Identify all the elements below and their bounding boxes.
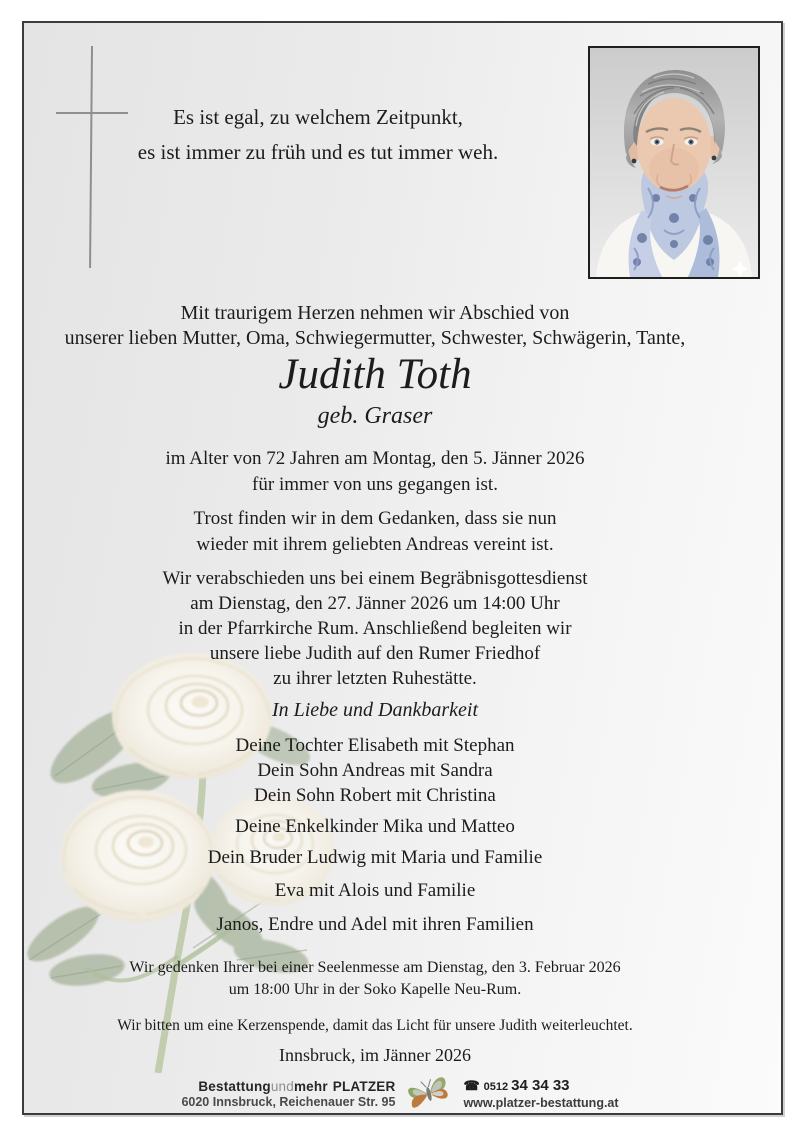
seelenmesse-line: um 18:00 Uhr in der Soko Kapelle Neu-Rum. xyxy=(228,981,522,998)
funeral-home-footer xyxy=(25,1074,775,1114)
mourners-children xyxy=(0,733,750,808)
intro-line: Mit traurigem Herzen nehmen wir Abschied von xyxy=(180,302,570,324)
funeral-home-name xyxy=(181,1079,395,1095)
mourner-line: Deine Tochter Elisabeth mit Stephan xyxy=(235,735,515,756)
funeral-home-identity xyxy=(181,1079,395,1110)
passing-line: für immer von uns gegangen ist. xyxy=(252,474,498,495)
mourner-line: Dein Sohn Andreas mit Sandra xyxy=(257,760,493,781)
website-text: www.platzer-bestattung.at xyxy=(463,1096,619,1110)
funeral-home-contact xyxy=(463,1077,618,1111)
consolation-line: wieder mit ihrem geliebten Andreas vereint ist. xyxy=(196,534,554,555)
passing-paragraph xyxy=(0,446,750,498)
quote-line: Es ist egal, zu welchem Zeitpunkt, xyxy=(173,105,463,129)
announcement-intro xyxy=(0,301,750,351)
consolation-paragraph xyxy=(0,506,750,558)
funeral-line: in der Pfarrkirche Rum. Anschließend begleiten wir xyxy=(178,618,572,639)
brand-und: und xyxy=(270,1078,294,1094)
funeral-line: Wir verabschieden uns bei einem Begräbnisgottesdienst xyxy=(162,568,588,589)
funeral-line: unsere liebe Judith auf den Rumer Friedhof xyxy=(209,643,541,664)
funeral-line: zu ihrer letzten Ruhestätte. xyxy=(273,668,477,689)
intro-line: unserer lieben Mutter, Oma, Schwiegermutter, Schwester, Schwägerin, Tante, xyxy=(64,327,686,349)
kerzenspende-notice: Wir bitten um eine Kerzenspende, damit das Licht für unsere Judith weiterleuchtet. xyxy=(117,1017,633,1034)
mourners-eva: Eva mit Alois und Familie xyxy=(274,880,476,901)
deceased-name: Judith Toth xyxy=(278,351,472,398)
brand-bestattung: Bestattung xyxy=(198,1078,271,1094)
funeral-paragraph xyxy=(0,566,750,691)
butterfly-icon xyxy=(406,1075,452,1113)
opening-quote xyxy=(118,100,518,170)
funeral-line: am Dienstag, den 27. Jänner 2026 um 14:00 Uhr xyxy=(190,593,560,614)
portrait-photo xyxy=(588,46,760,279)
phone-line xyxy=(463,1077,618,1096)
funeral-home-address: 6020 Innsbruck, Reichenauer Str. 95 xyxy=(181,1094,396,1109)
mourners-grandchildren: Deine Enkelkinder Mika und Matteo xyxy=(235,816,515,837)
portrait-illustration xyxy=(590,48,758,277)
mourners-brother: Dein Bruder Ludwig mit Maria und Familie xyxy=(207,847,543,868)
brand-mehr: mehr xyxy=(293,1078,328,1094)
closing-phrase: In Liebe und Dankbarkeit xyxy=(271,699,479,721)
passing-line: im Alter von 72 Jahren am Montag, den 5. Jänner 2026 xyxy=(165,448,585,469)
quote-line: es ist immer zu früh und es tut immer weh. xyxy=(137,140,499,164)
seelenmesse-notice xyxy=(0,957,750,1001)
consolation-line: Trost finden wir in dem Gedanken, dass sie nun xyxy=(193,508,557,529)
phone-number: 34 34 33 xyxy=(511,1077,570,1094)
phone-prefix: 0512 xyxy=(483,1081,509,1093)
phone-icon: ☎ xyxy=(463,1078,480,1093)
mourners-janos: Janos, Endre und Adel mit ihren Familien xyxy=(216,914,534,935)
mourner-line: Dein Sohn Robert mit Christina xyxy=(254,785,496,806)
maiden-name: geb. Graser xyxy=(317,403,433,429)
brand-platzer: PLATZER xyxy=(332,1078,396,1094)
seelenmesse-line: Wir gedenken Ihrer bei einer Seelenmesse am Dienstag, den 3. Februar 2026 xyxy=(129,959,621,976)
place-and-date: Innsbruck, im Jänner 2026 xyxy=(279,1045,471,1065)
